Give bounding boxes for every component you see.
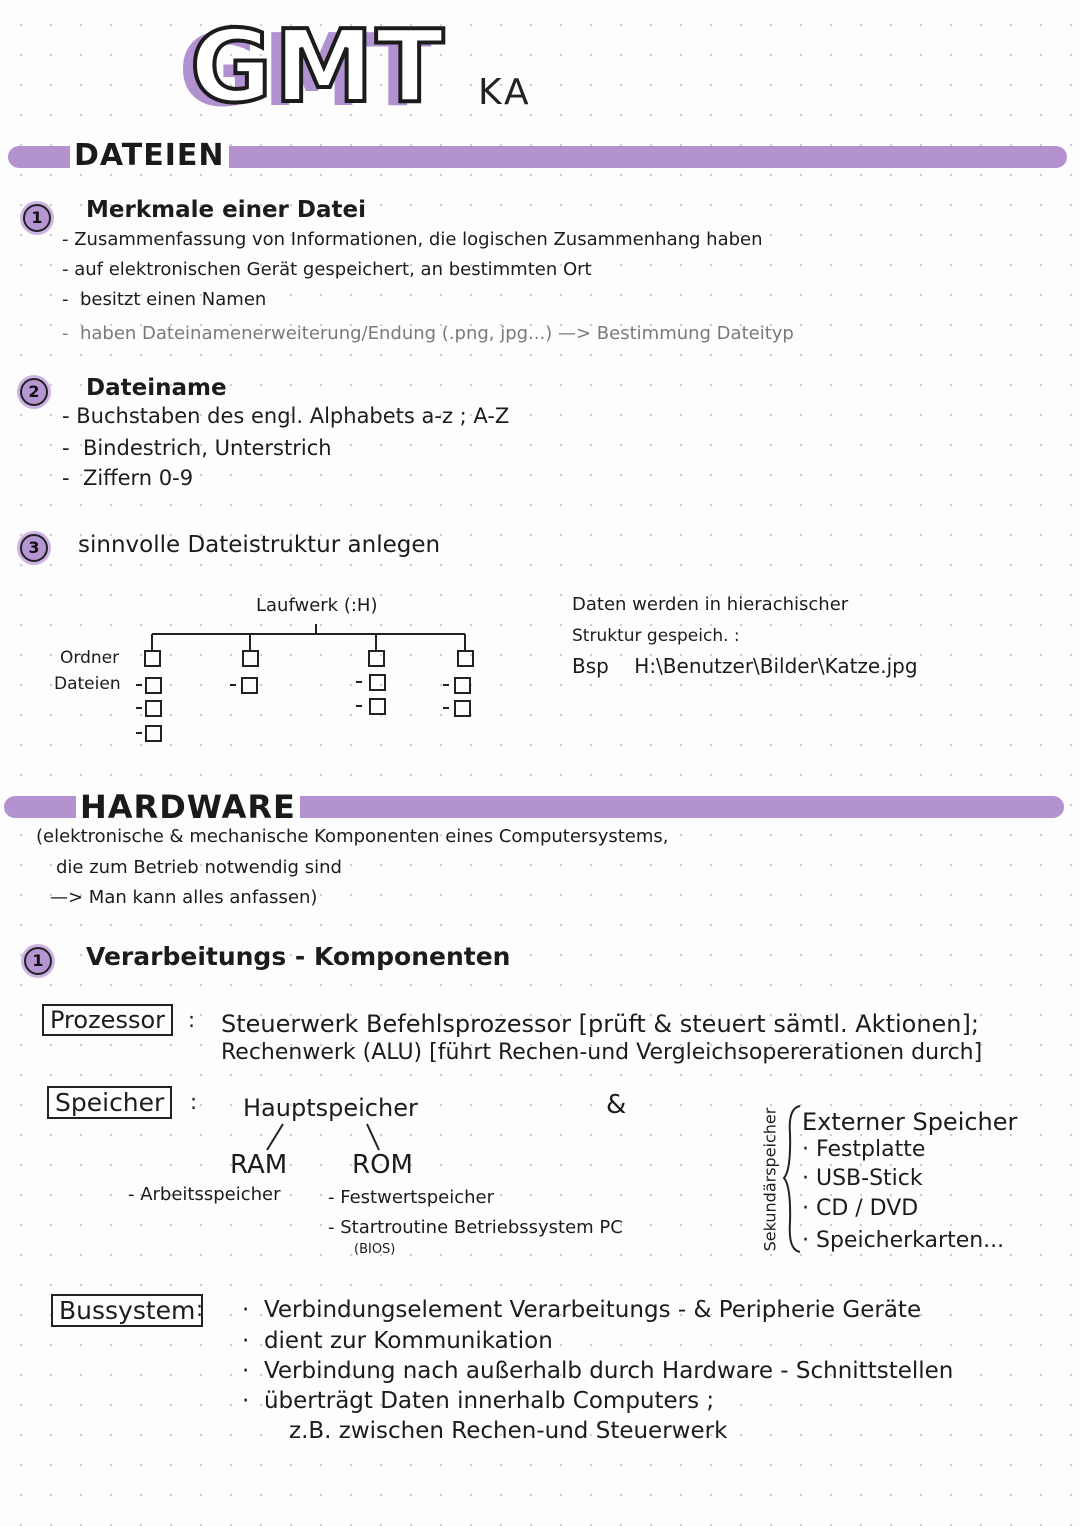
tree-file-dash <box>443 684 449 686</box>
tree-file-dash <box>136 684 142 686</box>
dateien-section-2-number: 2 <box>20 378 48 406</box>
tree-file-dash <box>356 681 362 683</box>
tree-file-3-1 <box>369 674 386 691</box>
speicher-brace <box>782 1104 804 1254</box>
dateien-section-1-number: 1 <box>23 204 51 232</box>
bussystem-item-4: · überträgt Daten innerhalb Computers ; <box>242 1388 715 1414</box>
speicher-extern-item-1: · Festplatte <box>802 1137 926 1162</box>
speicher-rom-desc-1: - Festwertspeicher <box>328 1187 495 1208</box>
dateien-section-3-number: 3 <box>20 534 48 562</box>
speicher-rom: ROM <box>352 1150 413 1180</box>
bussystem-item-4-text: überträgt Daten innerhalb Computers ; <box>263 1388 715 1414</box>
prozessor-line-1: Steuerwerk Befehlsprozessor [prüft & steuert sämtl. Aktionen]; <box>221 1010 979 1038</box>
page-title: GMT <box>190 8 446 125</box>
tree-folder-3 <box>368 650 385 667</box>
dateien-2-item-3-text: Ziffern 0-9 <box>82 466 194 490</box>
dateien-1-item-3-text: besitzt einen Namen <box>79 289 267 310</box>
dateien-1-item-4-text: haben Dateinamenerweiterung/Endung (.png, jpg...) —> Bestimmung Dateityp <box>79 323 794 344</box>
tree-file-3-2 <box>369 698 386 715</box>
speicher-extern-item-4: · Speicherkarten... <box>802 1228 1005 1253</box>
speicher-ampersand: & <box>606 1090 627 1120</box>
tree-ordner-label: Ordner <box>60 648 120 668</box>
dateien-1-item-1-text: Zusammenfassung von Informationen, die logischen Zusammenhang haben <box>74 229 763 250</box>
dateien-section-1-title: Merkmale einer Datei <box>86 197 366 223</box>
dateien-heading: DATEIEN <box>70 138 229 173</box>
speicher-label: Speicher <box>47 1086 172 1119</box>
hardware-intro-line-1: (elektronische & mechanische Komponenten eines Computersystems, <box>36 826 669 847</box>
tree-file-dash <box>443 707 449 709</box>
speicher-sekundaerspeicher: Sekundärspeicher <box>760 1107 780 1252</box>
dateien-1-item-3: - besitzt einen Namen <box>62 289 267 310</box>
speicher-rom-bios: (BIOS) <box>354 1242 396 1257</box>
dateien-section-3-title: sinnvolle Dateistruktur anlegen <box>78 532 441 558</box>
hardware-intro-line-3: —> Man kann alles anfassen) <box>50 887 318 908</box>
prozessor-label: Prozessor <box>42 1004 173 1036</box>
dateien-2-item-1-text: Buchstaben des engl. Alphabets a-z ; A-Z <box>76 404 510 428</box>
speicher-ram: RAM <box>230 1150 288 1180</box>
hardware-section-1-title: Verarbeitungs - Komponenten <box>86 942 511 971</box>
tree-file-dash <box>136 732 142 734</box>
dateien-banner-right-bar <box>205 146 1067 168</box>
tree-note-line-2: Struktur gespeich. : <box>572 626 740 646</box>
tree-folder-1 <box>144 650 161 667</box>
dateien-2-item-2: - Bindestrich, Unterstrich <box>62 436 332 460</box>
prozessor-line-2: Rechenwerk (ALU) [führt Rechen-und Vergleichsopererationen durch] <box>221 1040 983 1065</box>
tree-file-dash <box>356 705 362 707</box>
dateien-1-item-2-text: auf elektronischen Gerät gespeichert, an bestimmten Ort <box>74 259 592 280</box>
tree-note-bsp-path: H:\Benutzer\Bilder\Katze.jpg <box>634 654 918 678</box>
hardware-banner-right-bar <box>250 796 1064 818</box>
hardware-section-1-number: 1 <box>24 947 52 975</box>
tree-root-label: Laufwerk (:H) <box>256 595 378 616</box>
dateien-section-2-title: Dateiname <box>86 375 227 401</box>
tree-file-4-1 <box>454 677 471 694</box>
bussystem-item-2: · dient zur Kommunikation <box>242 1328 553 1354</box>
dateien-1-item-1: - Zusammenfassung von Informationen, die logischen Zusammenhang haben <box>62 229 763 250</box>
bussystem-label: Bussystem <box>51 1294 203 1327</box>
tree-file-2-1 <box>241 677 258 694</box>
bussystem-item-3: · Verbindung nach außerhalb durch Hardware - Schnittstellen <box>242 1358 954 1384</box>
bussystem-item-1: · Verbindungselement Verarbeitungs - & Peripherie Geräte <box>242 1297 922 1323</box>
tree-note-bsp-label: Bsp <box>572 654 609 678</box>
tree-folder-4 <box>457 650 474 667</box>
tree-file-1-2 <box>145 700 162 717</box>
speicher-hauptspeicher: Hauptspeicher <box>243 1094 418 1122</box>
hardware-heading: HARDWARE <box>76 788 300 826</box>
bussystem-item-3-text: Verbindung nach außerhalb durch Hardware - Schnittstellen <box>263 1358 954 1384</box>
speicher-colon: : <box>190 1090 198 1114</box>
hardware-intro-line-2: die zum Betrieb notwendig sind <box>56 857 342 878</box>
bussystem-colon: : <box>196 1297 204 1321</box>
tree-file-1-3 <box>145 725 162 742</box>
tree-file-dash <box>136 707 142 709</box>
bussystem-extra: z.B. zwischen Rechen-und Steuerwerk <box>289 1418 728 1444</box>
speicher-extern-item-3: · CD / DVD <box>802 1196 919 1221</box>
tree-file-4-2 <box>454 700 471 717</box>
tree-file-dash <box>230 684 236 686</box>
speicher-extern-title: Externer Speicher <box>802 1108 1018 1136</box>
bussystem-item-1-text: Verbindungselement Verarbeitungs - & Peripherie Geräte <box>263 1297 922 1323</box>
tree-folder-2 <box>242 650 259 667</box>
page-subtitle: KA <box>478 72 532 113</box>
dateien-1-item-2: - auf elektronischen Gerät gespeichert, an bestimmten Ort <box>62 259 592 280</box>
dateien-2-item-1: - Buchstaben des engl. Alphabets a-z ; A-Z <box>62 404 510 428</box>
prozessor-colon: : <box>188 1008 196 1032</box>
bussystem-item-2-text: dient zur Kommunikation <box>263 1328 553 1354</box>
tree-note-line-1: Daten werden in hierachischer <box>572 594 849 615</box>
dateien-2-item-2-text: Bindestrich, Unterstrich <box>82 436 332 460</box>
tree-file-1-1 <box>145 677 162 694</box>
speicher-ram-desc: - Arbeitsspeicher <box>128 1184 281 1205</box>
tree-lines <box>140 620 480 650</box>
dateien-2-item-3: - Ziffern 0-9 <box>62 466 194 490</box>
speicher-extern-item-2: · USB-Stick <box>802 1166 923 1191</box>
tree-note-bsp <box>572 654 918 678</box>
dateien-1-item-4: - haben Dateinamenerweiterung/Endung (.png, jpg...) —> Bestimmung Dateityp <box>62 323 794 344</box>
tree-dateien-label: Dateien <box>54 674 121 694</box>
speicher-rom-desc-2: - Startroutine Betriebssystem PC <box>328 1217 623 1238</box>
